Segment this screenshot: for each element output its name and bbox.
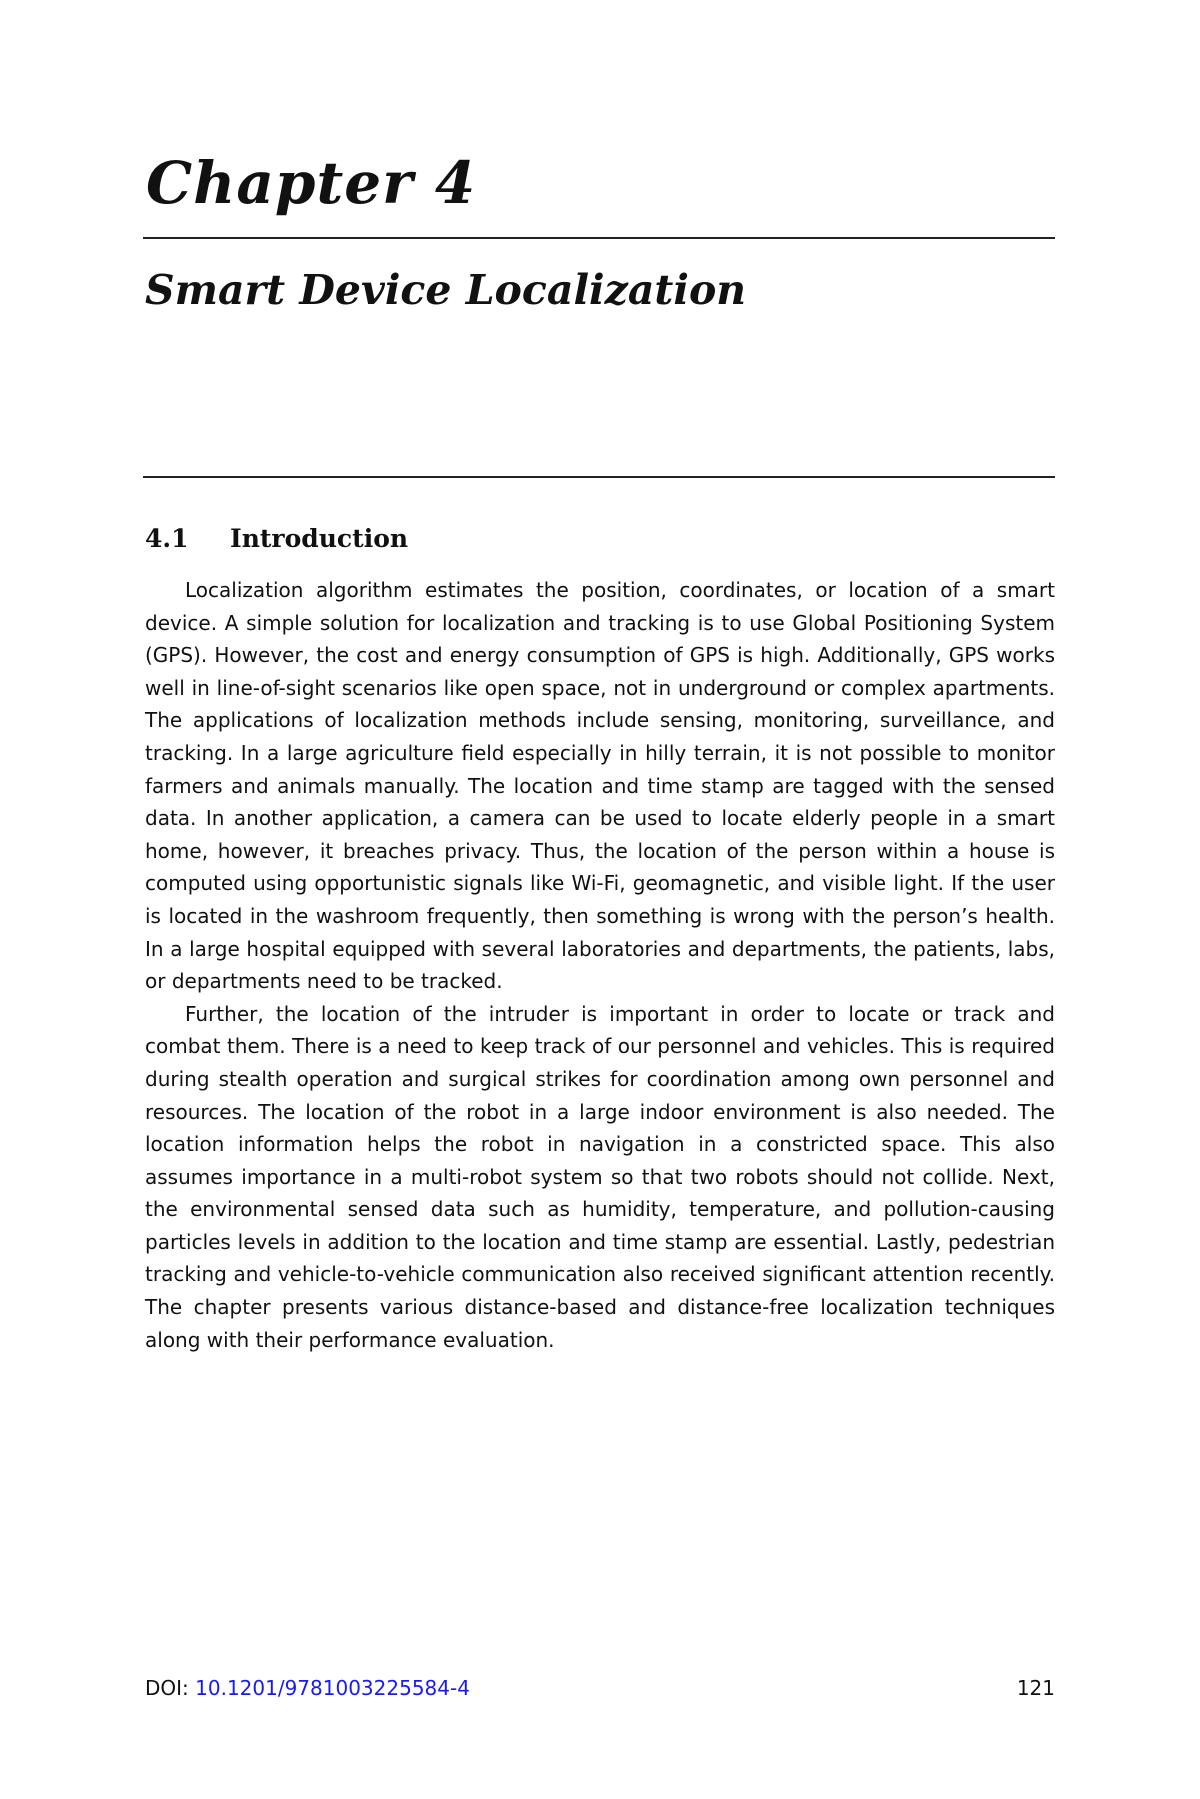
doi-label: DOI: <box>145 1676 189 1700</box>
paragraph: Further, the location of the intruder is important in order to locate or track and combat them. There is a need to keep track of our personnel and vehicles. This is required during stealth operation and surgical strikes for coordination among own personnel and resources. The location of the robot in a large indoor environment is also needed. The location information helps the robot in navigation in a constricted space. This also assumes importance in a multi-robot system so that two robots should not collide. Next, the environmental sensed data such as humidity, temperature, and pollution-causing particles levels in addition to the location and time stamp are essential. Lastly, pedestrian tracking and vehicle-to-vehicle communication also received significant attention recently. The chapter presents various distance-based and distance-free localization techniques along with their performance evaluation. <box>145 1001 1055 1352</box>
chapter-rule-bottom <box>143 476 1055 478</box>
section-title: Introduction <box>230 524 409 553</box>
section-number: 4.1 <box>145 524 189 553</box>
chapter-title: Smart Device Localization <box>145 266 747 314</box>
paragraph: Localization algorithm estimates the position, coordinates, or location of a smart device. A simple solution for localization and tracking is to use Global Positioning System (GPS). However, the cost and energy consumption of GPS is high. Additionally, GPS works well in line-of-sight scenarios like open space, not in underground or complex apartments. The applications of localization methods include sensing, monitoring, surveillance, and tracking. In a large agriculture field especially in hilly terrain, it is not possible to monitor farmers and animals manually. The location and time stamp are tagged with the sensed data. In another application, a camera can be used to locate elderly people in a smart home, however, it breaches privacy. Thus, the location of the person within a house is computed using opportunistic signals like Wi-Fi, geomagnetic, and visible light. If the user is located in the washroom frequently, then something is wrong with the person’s health. In a large hospital equipped with several laboratories and departments, the patients, labs, or departments need to be tracked. <box>145 578 1055 994</box>
body-text <box>145 574 1055 1356</box>
chapter-label: Chapter 4 <box>146 149 477 217</box>
page-footer <box>145 1674 1055 1702</box>
page-number: 121 <box>1016 1676 1055 1700</box>
section-heading <box>145 521 408 557</box>
doi-link[interactable]: 10.1201/9781003225584-4 <box>195 1676 470 1700</box>
chapter-rule-top <box>143 237 1055 239</box>
